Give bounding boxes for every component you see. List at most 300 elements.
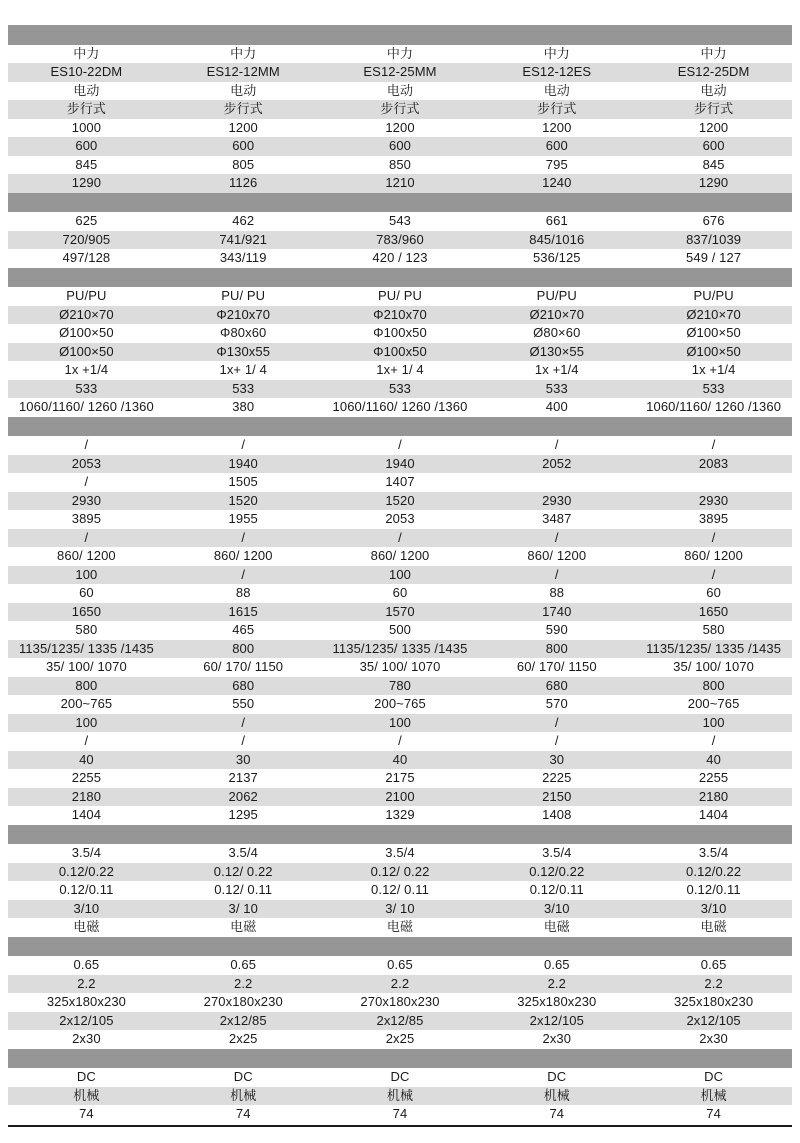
table-cell: 60 — [392, 585, 408, 600]
table-cell: 600 — [232, 138, 255, 153]
table-cell: 3/10 — [73, 900, 100, 916]
table-cell: 60 — [79, 585, 94, 600]
table-cell: 549 / 127 — [686, 250, 742, 265]
table-cell: / — [398, 733, 402, 748]
table-row — [8, 63, 792, 82]
table-cell: 3.5/4 — [542, 845, 572, 860]
table-cell: 35/ 100/ 1070 — [359, 659, 441, 674]
table-cell: / — [241, 733, 246, 748]
table-row — [8, 436, 792, 455]
table-cell: / — [84, 474, 89, 489]
table-cell: PU/PU — [66, 288, 107, 303]
table-cell: 1329 — [385, 807, 415, 822]
table-cell: 420 / 123 — [372, 250, 428, 265]
table-cell: 电动 — [543, 82, 570, 98]
table-cell: 1520 — [385, 492, 415, 508]
table-cell: 1615 — [228, 603, 258, 619]
table-cell: 步行式 — [693, 101, 734, 116]
table-row — [8, 212, 792, 231]
table-cell: 270x180x230 — [360, 994, 440, 1009]
table-cell: 35/ 100/ 1070 — [45, 659, 127, 674]
table-cell: / — [711, 566, 716, 582]
table-cell: / — [711, 733, 716, 748]
table-cell: 3487 — [542, 511, 572, 526]
table-cell: / — [554, 733, 559, 748]
table-cell: 600 — [388, 138, 411, 153]
section-divider-bar — [8, 25, 792, 45]
table-cell: 电磁 — [386, 919, 414, 934]
table-cell: 741/921 — [219, 231, 268, 247]
table-cell: 机械 — [230, 1087, 257, 1103]
table-cell: 580 — [702, 622, 725, 637]
table-cell: 860/ 1200 — [213, 548, 273, 563]
table-cell: 1060/1160/ 1260 /1360 — [18, 399, 154, 414]
table-cell: 270x180x230 — [203, 994, 283, 1009]
table-cell: 536/125 — [532, 250, 581, 265]
table-cell: 35/ 100/ 1070 — [673, 659, 754, 674]
table-row — [8, 82, 792, 101]
table-cell: 860/ 1200 — [527, 548, 587, 563]
table-cell: 380 — [232, 399, 255, 414]
table-cell: 2930 — [698, 492, 729, 508]
table-cell: 74 — [549, 1106, 565, 1121]
table-row — [8, 156, 792, 175]
table-cell: 1200 — [385, 119, 415, 135]
table-cell: 3.5/4 — [698, 845, 729, 860]
table-cell: 电动 — [230, 82, 257, 98]
table-cell: 30 — [235, 751, 251, 767]
table-cell: 中力 — [73, 45, 100, 61]
table-cell: 0.12/0.22 — [529, 863, 585, 879]
table-row — [8, 174, 792, 193]
table-cell: 1000 — [71, 119, 102, 135]
table-cell: 2930 — [542, 492, 572, 508]
table-row — [8, 343, 792, 362]
table-row — [8, 603, 792, 622]
table-cell: 2225 — [542, 770, 572, 785]
table-cell: 2x30 — [72, 1031, 101, 1046]
table-cell: 800 — [75, 677, 98, 693]
table-cell: 100 — [702, 714, 725, 730]
table-cell: 676 — [702, 213, 725, 228]
table-cell: / — [241, 714, 246, 730]
table-cell: 3.5/4 — [385, 845, 415, 860]
table-cell: / — [398, 437, 402, 452]
table-cell: 40 — [392, 751, 408, 767]
table-cell: Ø80×60 — [533, 325, 581, 340]
table-cell: 1x +1/4 — [534, 362, 579, 377]
table-cell: 88 — [235, 585, 251, 600]
table-cell: 3/10 — [543, 900, 570, 916]
table-cell: 2.2 — [234, 975, 253, 991]
table-cell: 2180 — [71, 788, 102, 804]
table-cell: 1955 — [228, 511, 258, 526]
table-cell: 2175 — [385, 770, 415, 785]
table-cell: 0.12/ 0.22 — [213, 863, 273, 879]
table-cell: 1210 — [385, 175, 415, 190]
table-cell: 800 — [702, 677, 725, 693]
table-row — [8, 677, 792, 696]
table-cell: 860/ 1200 — [57, 548, 116, 563]
table-cell: 325x180x230 — [517, 994, 597, 1009]
table-cell: 2062 — [228, 788, 258, 804]
section-divider-bar — [8, 417, 792, 437]
table-cell: 2150 — [542, 788, 572, 804]
table-cell: 1x+ 1/ 4 — [219, 362, 267, 377]
table-cell: 1200 — [228, 119, 258, 135]
table-cell: 1x +1/4 — [691, 362, 736, 377]
table-cell: 3895 — [698, 511, 729, 526]
table-cell: 2053 — [71, 455, 102, 471]
table-row — [8, 566, 792, 585]
table-row — [8, 492, 792, 511]
table-cell: 1404 — [71, 807, 102, 822]
table-cell: 850 — [388, 156, 411, 172]
table-cell: 0.12/ 0.11 — [371, 882, 429, 897]
table-cell: 2x12/85 — [219, 1012, 267, 1028]
table-cell: ES12-12ES — [522, 64, 592, 79]
table-cell: 2180 — [698, 788, 729, 804]
table-cell: 2x12/105 — [529, 1012, 584, 1028]
table-cell: 3895 — [71, 511, 102, 526]
table-row — [8, 231, 792, 250]
table-row — [8, 732, 792, 751]
table-cell: 343/119 — [219, 250, 267, 265]
table-cell: 100 — [75, 714, 98, 730]
table-cell: 200~765 — [60, 696, 113, 711]
table-cell: Ø100×50 — [59, 343, 114, 359]
table-cell: 40 — [706, 751, 721, 767]
table-cell: 625 — [75, 213, 98, 228]
section-divider-bar — [8, 1049, 792, 1069]
table-cell: 720/905 — [62, 231, 111, 247]
table-cell: 400 — [545, 399, 568, 414]
table-row — [8, 769, 792, 788]
table-cell: ES12-25DM — [677, 64, 750, 79]
table-cell: 200~765 — [687, 696, 740, 711]
table-cell: 电磁 — [543, 919, 570, 934]
table-cell: 1650 — [698, 603, 729, 619]
table-row — [8, 287, 792, 306]
table-cell: 60/ 170/ 1150 — [203, 659, 284, 674]
table-cell: 590 — [545, 622, 568, 637]
table-cell: 1940 — [228, 455, 258, 471]
table-cell: 0.65 — [543, 957, 570, 972]
table-cell: 533 — [545, 380, 568, 396]
table-row — [8, 863, 792, 882]
table-row — [8, 1105, 792, 1124]
table-cell: 570 — [545, 696, 568, 711]
table-row — [8, 361, 792, 380]
table-row — [8, 695, 792, 714]
table-cell: 88 — [549, 585, 565, 600]
table-cell: 74 — [392, 1106, 408, 1121]
table-row — [8, 455, 792, 474]
table-cell: 0.12/0.22 — [58, 863, 114, 879]
table-cell: / — [241, 437, 246, 452]
table-cell: 1200 — [542, 119, 572, 135]
table-cell: 2x25 — [385, 1031, 415, 1046]
table-cell: / — [554, 566, 559, 582]
table-bottom-rule — [8, 1125, 792, 1127]
table-cell: / — [711, 437, 716, 452]
table-cell: 1x +1/4 — [64, 362, 109, 377]
table-cell: 机械 — [543, 1087, 570, 1103]
table-cell: 3/10 — [700, 900, 727, 916]
table-cell: 800 — [232, 640, 255, 656]
table-cell: 860/ 1200 — [370, 548, 430, 563]
section-divider-bar — [8, 825, 792, 845]
table-cell: 1126 — [229, 175, 258, 190]
table-row — [8, 806, 792, 825]
table-row — [8, 788, 792, 807]
table-row — [8, 751, 792, 770]
table-cell: 2053 — [385, 511, 415, 526]
table-row — [8, 1030, 792, 1049]
table-cell: 步行式 — [537, 101, 577, 116]
table-row — [8, 529, 792, 548]
table-cell: 2.2 — [547, 975, 566, 991]
table-cell: ES12-25MM — [363, 64, 437, 79]
section-divider-bar — [8, 937, 792, 957]
table-row — [8, 324, 792, 343]
table-cell: 74 — [235, 1106, 251, 1121]
table-row — [8, 993, 792, 1012]
table-cell: 1135/1235/ 1335 /1435 — [646, 640, 782, 656]
table-row — [8, 249, 792, 268]
table-cell: 2930 — [71, 492, 102, 508]
table-row — [8, 621, 792, 640]
table-cell: 845 — [702, 156, 725, 172]
table-cell: 机械 — [73, 1087, 100, 1103]
table-row — [8, 975, 792, 994]
table-cell: / — [554, 437, 559, 452]
table-row — [8, 306, 792, 325]
table-cell: 845/1016 — [529, 231, 585, 247]
section-divider-bar — [8, 193, 792, 213]
table-cell: 100 — [75, 566, 98, 582]
table-cell: 860/ 1200 — [684, 548, 743, 563]
table-cell: 0.12/0.22 — [686, 863, 742, 879]
table-cell: 2100 — [385, 788, 415, 804]
table-cell: Ø210×70 — [529, 306, 585, 322]
table-cell: 0.12/0.11 — [686, 882, 741, 897]
table-cell: 805 — [232, 156, 255, 172]
table-cell: 661 — [545, 213, 568, 228]
table-cell: / — [554, 714, 559, 730]
table-cell: 0.65 — [73, 957, 100, 972]
table-row — [8, 640, 792, 659]
table-row — [8, 398, 792, 417]
table-cell: 电磁 — [700, 919, 727, 934]
table-cell: 1505 — [228, 474, 258, 489]
table-cell: 0.12/0.11 — [59, 882, 114, 897]
table-cell: 30 — [549, 751, 565, 767]
table-cell: / — [84, 733, 89, 748]
table-cell: 40 — [79, 751, 94, 767]
table-cell: / — [554, 529, 559, 545]
table-cell: 3.5/4 — [71, 845, 102, 860]
table-cell: 电动 — [700, 82, 727, 98]
table-cell: 2x30 — [542, 1031, 572, 1046]
table-cell: PU/ PU — [378, 288, 422, 303]
table-cell: 1520 — [228, 492, 258, 508]
table-cell: Ø100×50 — [686, 325, 741, 340]
table-cell: 580 — [75, 622, 98, 637]
table-cell: 中力 — [543, 45, 570, 61]
table-cell: Φ100x50 — [373, 325, 427, 340]
table-cell: 0.12/ 0.22 — [370, 863, 430, 879]
table-cell: 步行式 — [223, 101, 263, 116]
table-cell: 600 — [75, 138, 98, 153]
table-cell: 533 — [232, 380, 255, 396]
table-cell: DC — [76, 1069, 96, 1084]
table-cell: 1404 — [698, 807, 729, 822]
table-row — [8, 137, 792, 156]
table-cell: 1940 — [385, 455, 415, 471]
table-cell: 1290 — [71, 175, 102, 190]
table-cell: 783/960 — [376, 231, 424, 247]
table-row — [8, 1068, 792, 1087]
table-cell: ES12-12MM — [206, 64, 280, 79]
table-cell: / — [241, 529, 246, 545]
table-cell: 2.2 — [77, 975, 96, 991]
table-row — [8, 473, 792, 492]
table-row — [8, 380, 792, 399]
table-cell: 3/ 10 — [385, 900, 415, 916]
table-cell: 1060/1160/ 1260 /1360 — [646, 399, 782, 414]
table-cell: 1407 — [385, 474, 415, 489]
table-cell: Ø210×70 — [686, 306, 741, 322]
table-cell: 550 — [232, 696, 255, 711]
table-cell: PU/PU — [693, 288, 734, 303]
table-cell: ES10-22DM — [50, 64, 123, 79]
table-cell: 533 — [388, 380, 411, 396]
table-cell: 325x180x230 — [674, 994, 754, 1009]
table-cell: 2255 — [698, 770, 729, 785]
table-cell: 2x25 — [228, 1031, 258, 1046]
table-cell: 680 — [545, 677, 568, 693]
table-cell: 2255 — [71, 770, 102, 785]
table-cell: 2052 — [542, 455, 572, 471]
table-cell: 200~765 — [374, 696, 426, 711]
table-row — [8, 1087, 792, 1106]
table-cell: Ø100×50 — [59, 325, 114, 340]
table-cell: 1x+ 1/ 4 — [376, 362, 424, 377]
table-cell: 1200 — [698, 119, 729, 135]
table-cell: 500 — [388, 622, 411, 637]
table-row — [8, 45, 792, 64]
table-row — [8, 100, 792, 119]
table-cell: 中力 — [700, 45, 727, 61]
table-cell: 1290 — [698, 175, 729, 190]
table-cell: 325x180x230 — [46, 994, 126, 1009]
table-cell: 中力 — [386, 45, 414, 61]
table-row — [8, 119, 792, 138]
spec-table — [8, 25, 792, 1127]
table-cell: 1060/1160/ 1260 /1360 — [332, 399, 468, 414]
table-cell: 462 — [232, 213, 255, 228]
table-cell: 845 — [75, 156, 98, 172]
section-divider-bar — [8, 268, 792, 288]
table-cell: 3/ 10 — [228, 900, 258, 916]
table-cell: 497/128 — [62, 250, 111, 265]
table-cell: 0.12/0.11 — [529, 882, 584, 897]
table-cell: 2137 — [228, 770, 258, 785]
table-cell: / — [84, 529, 89, 545]
table-cell: 2x30 — [699, 1031, 728, 1046]
table-cell: PU/PU — [536, 288, 577, 303]
table-cell: 3.5/4 — [228, 845, 258, 860]
table-cell: 60/ 170/ 1150 — [516, 659, 597, 674]
table-cell: 2x12/105 — [59, 1012, 114, 1028]
table-cell: 1135/1235/ 1335 /1435 — [18, 640, 154, 656]
table-cell: 600 — [545, 138, 568, 153]
table-row — [8, 1012, 792, 1031]
table-cell: 0.65 — [230, 957, 257, 972]
table-cell: DC — [233, 1069, 253, 1084]
table-row — [8, 510, 792, 529]
table-cell: 1240 — [542, 175, 572, 190]
table-row — [8, 584, 792, 603]
table-cell: 0.12/ 0.11 — [214, 882, 273, 897]
table-cell: 1650 — [71, 603, 102, 619]
table-cell: Ø210×70 — [59, 306, 114, 322]
table-cell: 2x12/85 — [376, 1012, 424, 1028]
table-cell: 465 — [232, 622, 255, 637]
table-row — [8, 844, 792, 863]
table-cell: 800 — [545, 640, 568, 656]
table-cell: Φ210x70 — [216, 306, 271, 322]
table-cell: 1740 — [542, 603, 572, 619]
table-cell: 1408 — [542, 807, 572, 822]
table-cell: 2x12/105 — [686, 1012, 741, 1028]
table-cell: Ø100×50 — [686, 343, 741, 359]
table-row — [8, 881, 792, 900]
table-cell: 533 — [75, 380, 98, 396]
table-cell: 837/1039 — [686, 231, 742, 247]
table-cell: 1570 — [385, 603, 415, 619]
table-row — [8, 714, 792, 733]
table-cell: 780 — [388, 677, 411, 693]
table-cell: 中力 — [230, 45, 257, 61]
table-cell: 2.2 — [390, 975, 410, 991]
table-cell: 步行式 — [66, 101, 107, 116]
table-cell: 电动 — [386, 82, 414, 98]
table-cell: 533 — [702, 380, 725, 396]
table-cell: Φ210x70 — [373, 306, 427, 322]
table-cell: 74 — [706, 1106, 721, 1121]
table-row — [8, 956, 792, 975]
table-cell: 600 — [702, 138, 725, 153]
table-cell: 74 — [79, 1106, 94, 1121]
table-cell: DC — [390, 1069, 410, 1084]
table-cell: 2083 — [698, 455, 729, 471]
table-cell: 795 — [545, 156, 568, 172]
table-cell: 电动 — [73, 82, 100, 98]
table-cell: 电磁 — [73, 919, 100, 934]
table-cell: Φ100x50 — [373, 343, 427, 359]
table-cell: / — [398, 529, 402, 545]
table-cell: 电磁 — [230, 919, 257, 934]
table-cell: 100 — [388, 566, 411, 582]
table-cell: / — [241, 566, 246, 582]
table-cell: 步行式 — [380, 101, 420, 116]
table-cell: PU/ PU — [221, 288, 266, 303]
table-cell: DC — [547, 1069, 567, 1084]
table-cell: Ø130×55 — [529, 343, 585, 359]
table-cell: 60 — [706, 585, 721, 600]
